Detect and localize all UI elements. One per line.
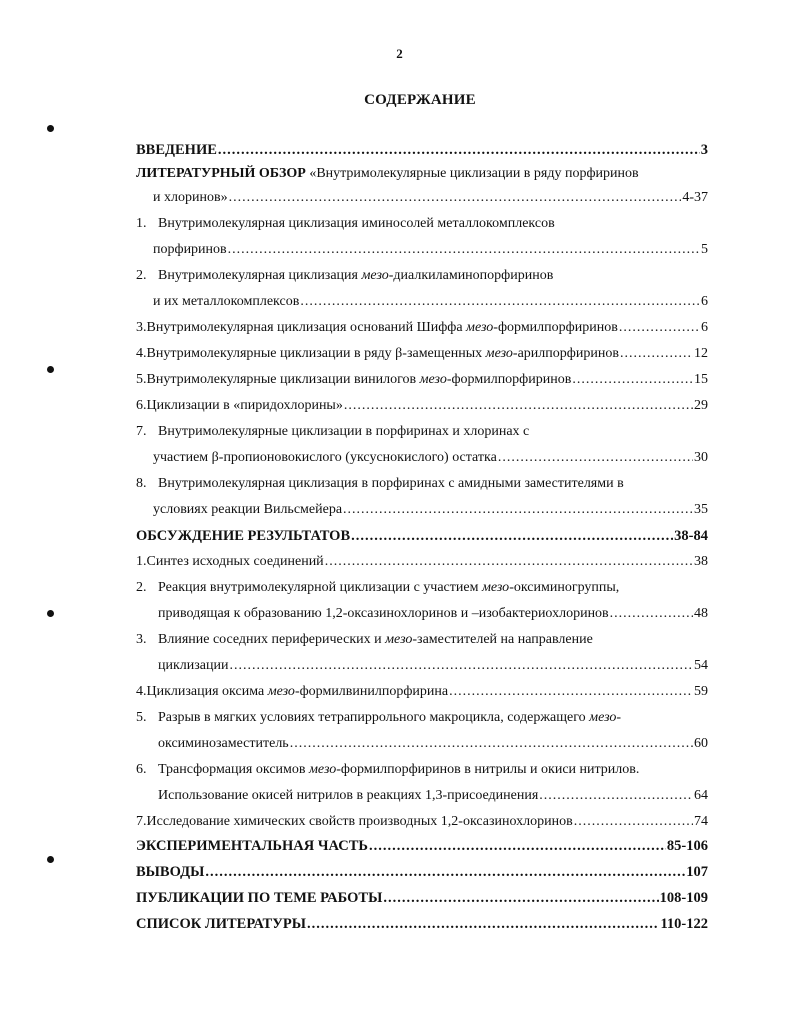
toc-entry: ЛИТЕРАТУРНЫЙ ОБЗОР «Внутримолекулярные циклизации в ряду порфиринов bbox=[136, 166, 639, 181]
toc-entry-continuation: приводящая к образованию 1,2-оксазинохлоринов и –изобактериохлоринов ..... 48 bbox=[158, 604, 708, 624]
toc-subentry: 6. Трансформация оксимов мезо-формилпорфиринов в нитрилы и окиси нитрилов. bbox=[136, 762, 640, 777]
page-number: 2 bbox=[396, 46, 403, 61]
toc-subentry: 7. Внутримолекулярные циклизации в порфиринах и хлоринах с bbox=[136, 424, 530, 439]
toc-subentry: 3. Влияние соседних периферических и мезо-заместителей на направление bbox=[136, 632, 593, 647]
toc-entry-continuation: условиях реакции Вильсмейера ..... 35 bbox=[153, 500, 708, 520]
toc-entry: ОБСУЖДЕНИЕ РЕЗУЛЬТАТОВ ..... 38-84 bbox=[136, 526, 708, 546]
toc-entry-continuation: оксиминозаместитель ..... 60 bbox=[158, 734, 708, 754]
toc-entry-continuation: Использование окисей нитрилов в реакциях 1,3-присоединения ..... 64 bbox=[158, 786, 708, 806]
toc-entry-continuation: циклизации ..... 54 bbox=[158, 656, 708, 676]
toc-subentry: 8. Внутримолекулярная циклизация в порфиринах с амидными заместителями в bbox=[136, 476, 624, 491]
toc-subentry: 3. Внутримолекулярная циклизация оснований Шиффа мезо-формилпорфиринов ..... 6 bbox=[136, 318, 708, 338]
page-title: СОДЕРЖАНИЕ bbox=[364, 92, 476, 108]
toc-entry-continuation: и их металлокомплексов ..... 6 bbox=[153, 292, 708, 312]
toc-subentry: 4. Циклизация оксима мезо-формилвинилпорфирина ..... 59 bbox=[136, 682, 708, 702]
toc-subentry: 7. Исследование химических свойств производных 1,2-оксазинохлоринов ..... 74 bbox=[136, 812, 708, 832]
toc-subentry: 6. Циклизации в «пиридохлорины» ..... 29 bbox=[136, 396, 708, 416]
toc-entry: ВЫВОДЫ ..... 107 bbox=[136, 862, 708, 882]
toc-entry-continuation: и хлоринов» ..... 4-37 bbox=[153, 188, 708, 208]
toc-entry: ВВЕДЕНИЕ ..... 3 bbox=[136, 140, 708, 160]
toc-subentry: 2. Реакция внутримолекулярной циклизации с участием мезо-оксиминогруппы, bbox=[136, 580, 620, 595]
toc-subentry: 1. Синтез исходных соединений ..... 38 bbox=[136, 552, 708, 572]
toc-entry: ПУБЛИКАЦИИ ПО ТЕМЕ РАБОТЫ ..... 108-109 bbox=[136, 888, 708, 908]
toc-subentry: 1. Внутримолекулярная циклизация иминосолей металлокомплексов bbox=[136, 216, 555, 231]
toc-entry-continuation: порфиринов ..... 5 bbox=[153, 240, 708, 260]
toc-entry-continuation: участием β-пропионовокислого (уксуснокислого) остатка ..... 30 bbox=[153, 448, 708, 468]
toc-subentry: 4. Внутримолекулярные циклизации в ряду β-замещенных мезо-арилпорфиринов ..... 12 bbox=[136, 344, 708, 364]
toc-entry: СПИСОК ЛИТЕРАТУРЫ ..... 110-122 bbox=[136, 914, 708, 934]
toc-subentry: 2. Внутримолекулярная циклизация мезо-диалкиламинопорфиринов bbox=[136, 268, 554, 283]
toc-entry: ЭКСПЕРИМЕНТАЛЬНАЯ ЧАСТЬ ..... 85-106 bbox=[136, 836, 708, 856]
toc-subentry: 5. Внутримолекулярные циклизации винилогов мезо-формилпорфиринов ..... 15 bbox=[136, 370, 708, 390]
toc-subentry: 5. Разрыв в мягких условиях тетрапиррольного макроцикла, содержащего мезо- bbox=[136, 710, 622, 725]
